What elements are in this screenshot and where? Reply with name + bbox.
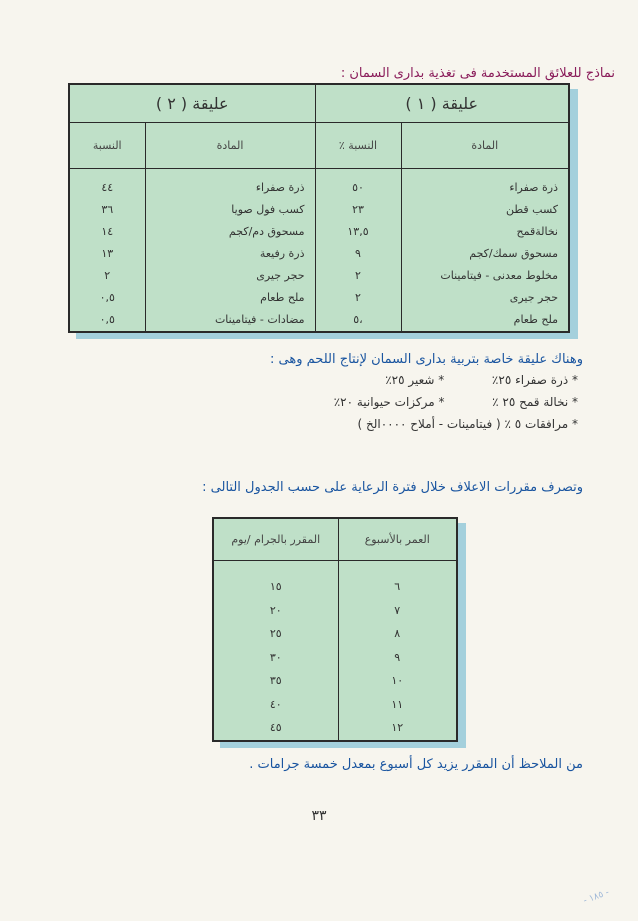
- list-item: ٣٦: [101, 203, 114, 216]
- list-item: ٩: [355, 247, 361, 260]
- age-header: العمر بالأسبوع: [338, 518, 457, 561]
- list-item: كسب قطن: [505, 203, 558, 216]
- special-feed-line2: [38, 395, 578, 409]
- feed2-ingredient-header: المادة: [145, 123, 315, 169]
- feed1-pct-header: النسبة ٪: [315, 123, 401, 169]
- list-item: ٦: [394, 580, 401, 593]
- special-item: * شعير ٢٥٪: [385, 373, 445, 387]
- rations-column: [213, 561, 338, 741]
- list-item: ٨: [394, 627, 401, 640]
- feed-formulas-table: [68, 83, 570, 333]
- list-item: ذرة رفيعة: [259, 247, 305, 260]
- list-item: ١٣: [101, 247, 114, 260]
- feed2-ingredients: [145, 169, 315, 333]
- list-item: حجر جيرى: [509, 291, 558, 304]
- feed1-ingredients: [401, 169, 569, 333]
- special-item: * نخالة قمح ٢٥ ٪: [492, 395, 578, 409]
- list-item: حجر جيرى: [256, 269, 305, 282]
- consumption-table: [212, 517, 458, 742]
- special-feed-line3: * مرافقات ٥ ٪ ( فيتامينات - أملاح ٠٠٠٠الخ ): [357, 417, 578, 431]
- list-item: مسحوق دم/كجم: [228, 225, 305, 238]
- special-item: * ذرة صفراء ٢٥٪: [491, 373, 578, 387]
- list-item: ١٣,٥: [347, 225, 369, 238]
- handwritten-note: - ١٨٥ -: [582, 887, 611, 907]
- feed2-percentages: [69, 169, 145, 333]
- special-feed-line1: [38, 373, 578, 387]
- special-item: * مركزات حيوانية ٢٠٪: [333, 395, 445, 409]
- list-item: ٢: [355, 269, 361, 282]
- list-item: ٥٠: [352, 181, 364, 194]
- list-item: ١٤: [101, 225, 114, 238]
- list-item: مخلوط معدنى - فيتامينات: [440, 269, 558, 282]
- page-title: نماذج للعلائق المستخدمة فى تغذية بدارى السمان :: [340, 66, 615, 81]
- feed2-pct-header: النسبة: [69, 123, 145, 169]
- list-item: ١٠: [391, 674, 404, 687]
- list-item: ٤٥: [269, 721, 282, 734]
- list-item: ٢٠: [269, 603, 282, 617]
- list-item: ،٥: [353, 313, 363, 326]
- list-item: ٣٠: [269, 650, 282, 664]
- ages-column: [338, 561, 457, 741]
- list-item: ملح طعام: [513, 313, 558, 326]
- feed1-ingredient-header: المادة: [401, 123, 569, 169]
- list-item: ٤٤: [101, 181, 114, 194]
- list-item: ٢: [355, 291, 361, 304]
- list-item: ٢: [104, 269, 111, 282]
- list-item: ١٢: [391, 721, 404, 734]
- list-item: نخالةقمح: [516, 225, 558, 238]
- footnote: من الملاحظ أن المقرر يزيد كل أسبوع بمعدل خمسة جرامات .: [249, 757, 583, 772]
- list-item: كسب فول صويا: [231, 203, 305, 216]
- list-item: مضادات - فيتامينات: [214, 313, 305, 326]
- feed2-header: عليقة ( ٢ ): [69, 84, 315, 123]
- page-number: ٣٣: [311, 808, 327, 824]
- list-item: ذرة صفراء: [255, 181, 305, 194]
- feed1-header: عليقة ( ١ ): [315, 84, 569, 123]
- list-item: مسحوق سمك/كجم: [469, 247, 558, 260]
- special-feed-intro: وهناك عليقة خاصة بتربية بدارى السمان لإنتاج اللحم وهى :: [270, 352, 583, 367]
- ration-header: المقرر بالجرام /يوم: [213, 518, 338, 561]
- list-item: ٧: [394, 603, 401, 617]
- list-item: ٣٥: [269, 674, 282, 687]
- list-item: ٤٠: [269, 697, 282, 711]
- list-item: ملح طعام: [260, 291, 305, 304]
- list-item: ٢٥: [269, 627, 282, 640]
- list-item: ١٥: [269, 580, 282, 593]
- list-item: ٠,٥: [99, 291, 115, 304]
- list-item: ٠,٥: [99, 313, 115, 326]
- consumption-intro: وتصرف مقررات الاعلاف خلال فترة الرعاية على حسب الجدول التالى :: [202, 480, 583, 495]
- list-item: ٢٣: [352, 203, 364, 216]
- list-item: ذرة صفراء: [509, 181, 558, 194]
- list-item: ٩: [394, 650, 401, 664]
- feed1-percentages: [315, 169, 401, 333]
- list-item: ١١: [391, 697, 404, 711]
